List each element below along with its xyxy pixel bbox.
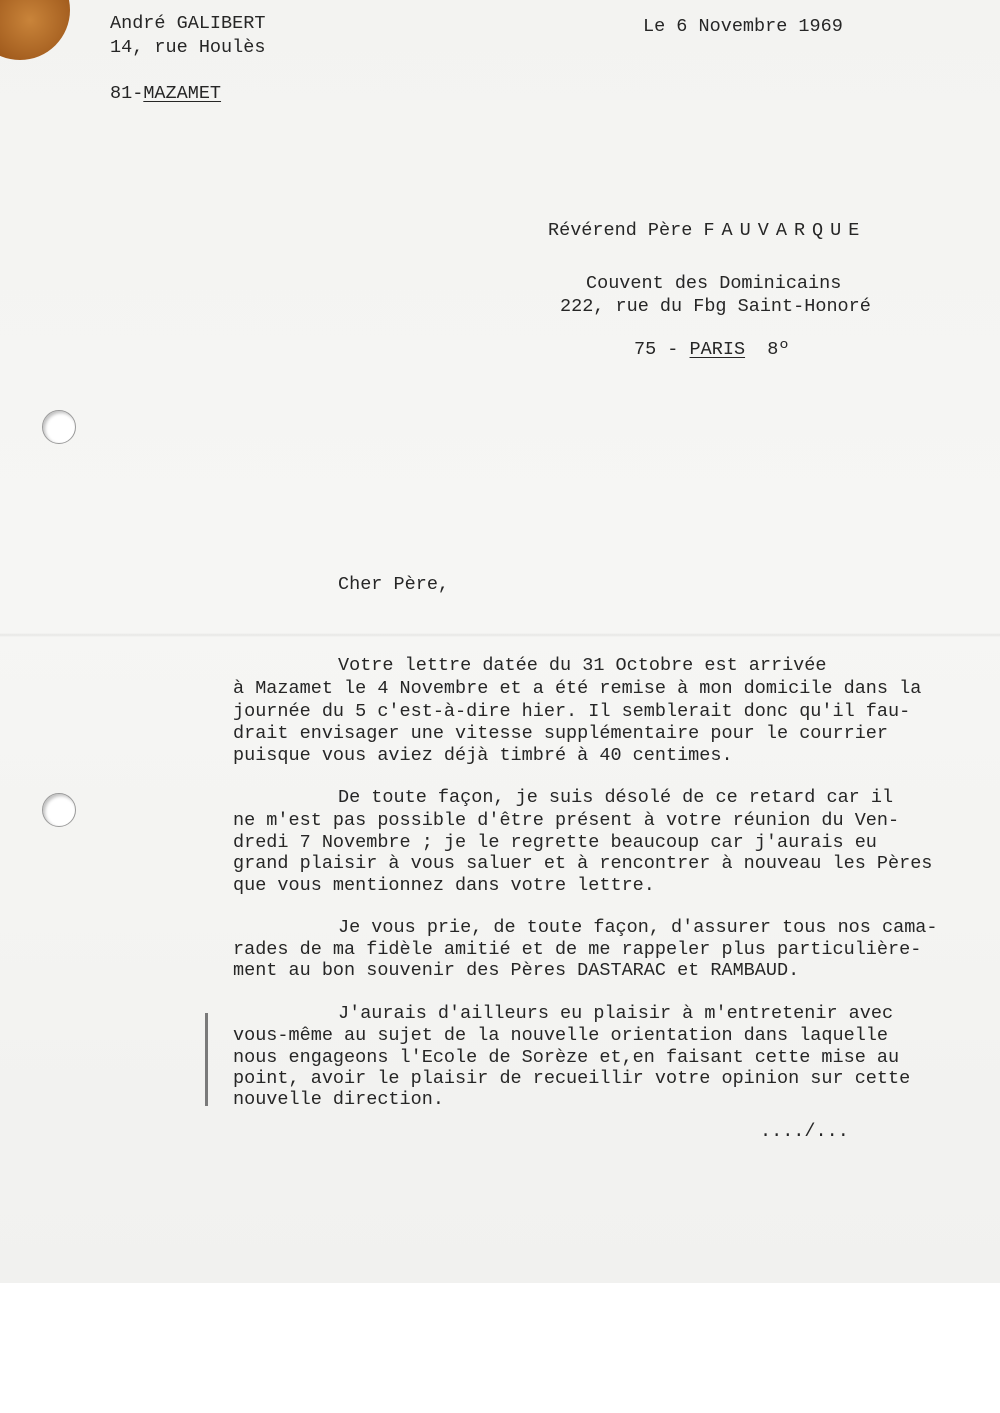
body-line: journée du 5 c'est-à-dire hier. Il semblerait donc qu'il fau-	[233, 701, 911, 722]
letter-date: Le 6 Novembre 1969	[643, 16, 843, 37]
punch-hole-top	[42, 410, 76, 444]
body-line: nous engageons l'Ecole de Sorèze et,en faisant cette mise au	[233, 1047, 900, 1068]
sender-city: MAZAMET	[143, 83, 222, 104]
sender-city-line	[110, 83, 221, 105]
recipient-city: PARIS	[689, 339, 746, 360]
recipient-name-line	[548, 220, 866, 242]
fold-line	[0, 633, 1000, 637]
body-line: dredi 7 Novembre ; je le regrette beaucoup car j'aurais eu	[233, 832, 877, 853]
body-line: nouvelle direction.	[233, 1089, 444, 1110]
body-line: Je vous prie, de toute façon, d'assurer tous nos cama-	[338, 917, 938, 938]
body-line: rades de ma fidèle amitié et de me rappeler plus particulière-	[233, 939, 922, 960]
salutation: Cher Père,	[338, 574, 450, 595]
sender-street: 14, rue Houlès	[110, 37, 266, 58]
recipient-postal: 75 -	[634, 339, 679, 360]
continuation-mark: ..../...	[760, 1121, 849, 1142]
body-line: J'aurais d'ailleurs eu plaisir à m'entretenir avec	[338, 1003, 894, 1024]
body-line: grand plaisir à vous saluer et à rencontrer à nouveau les Pères	[233, 853, 933, 874]
paper-clip	[0, 0, 70, 60]
recipient-name: FAUVARQUE	[703, 220, 867, 241]
body-line: Votre lettre datée du 31 Octobre est arrivée	[338, 655, 827, 676]
body-line: point, avoir le plaisir de recueillir votre opinion sur cette	[233, 1068, 911, 1089]
sender-dept: 81-	[110, 83, 144, 104]
body-line: De toute façon, je suis désolé de ce retard car il	[338, 787, 894, 808]
body-line: puisque vous aviez déjà timbré à 40 centimes.	[233, 745, 733, 766]
body-line: vous-même au sujet de la nouvelle orientation dans laquelle	[233, 1025, 889, 1046]
sender-name: André GALIBERT	[110, 13, 266, 34]
recipient-org: Couvent des Dominicains	[586, 273, 842, 294]
recipient-district: 8º	[767, 339, 790, 360]
body-line: drait envisager une vitesse supplémentaire pour le courrier	[233, 723, 889, 744]
punch-hole-bottom	[42, 793, 76, 827]
body-line: à Mazamet le 4 Novembre et a été remise à mon domicile dans la	[233, 678, 922, 699]
recipient-street: 222, rue du Fbg Saint-Honoré	[560, 296, 871, 317]
body-line: que vous mentionnez dans votre lettre.	[233, 875, 655, 896]
body-line: ne m'est pas possible d'être présent à votre réunion du Ven-	[233, 810, 900, 831]
recipient-city-line	[634, 339, 789, 361]
recipient-title: Révérend Père	[548, 220, 693, 241]
margin-pencil-mark	[205, 1013, 208, 1106]
body-line: ment au bon souvenir des Pères DASTARAC et RAMBAUD.	[233, 960, 800, 981]
